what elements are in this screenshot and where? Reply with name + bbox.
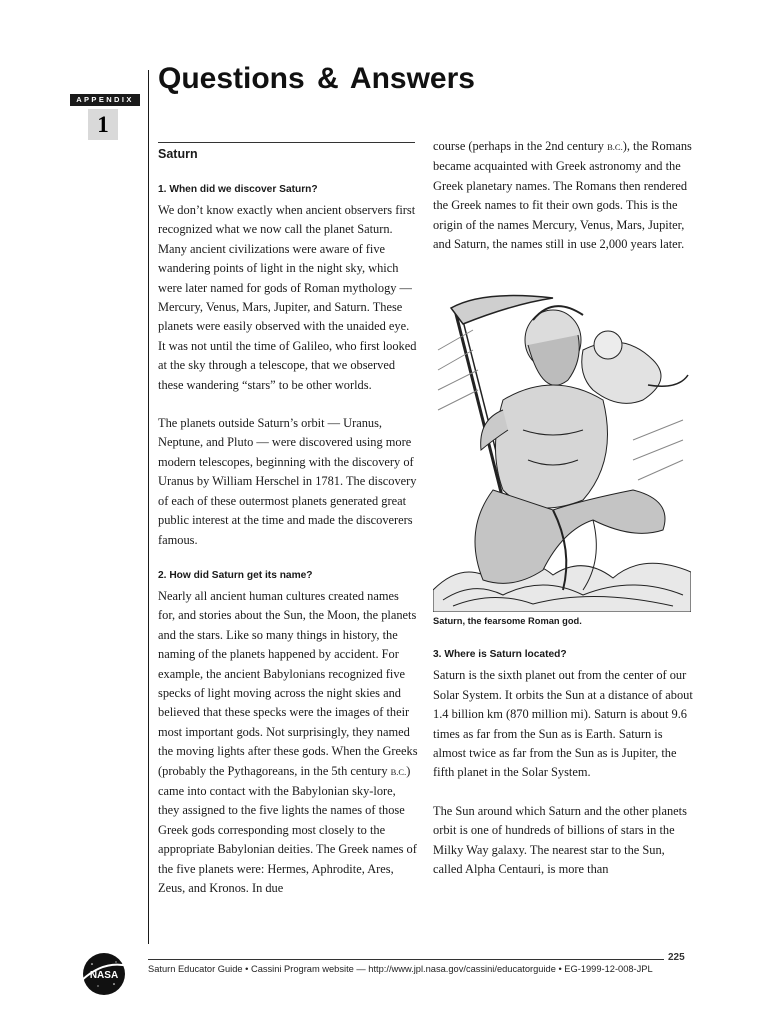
question-3-paragraph-2: The Sun around which Saturn and the other planets orbit is one of hundreds of billions of stars in the Milky Way galaxy. The nearest star to the Sun, called Alpha Centauri, is more than	[433, 803, 687, 877]
question-heading: 1. When did we discover Saturn?	[158, 184, 318, 195]
left-column	[158, 146, 418, 898]
section-heading: Saturn	[158, 147, 198, 161]
figure-caption: Saturn, the fearsome Roman god.	[433, 616, 582, 627]
body-paragraph: We don’t know exactly when ancient observers first recognized what we now call the planet Saturn. Many ancient civilizations were aware of five wandering points of light in the night sky, which were later named for gods of Roman mythology — Mercury, Venus, Mars, Jupiter, and Saturn. These planets were easily observed with the unaided eye. It was not until the time of Galileo, who first looked at the sky through a telescope, that we observed these wandering “stars” to be other worlds.	[158, 203, 417, 392]
body-paragraph: Nearly all ancient human cultures created names for, and stories about the Sun, the Moon, the planets and the stars. Like so many things in history, the naming of the planets happened by accident. For example, the ancient Babylonians recognized five specks of light moving across the night skies and believed that these specks were the images of their most important gods. Not surprisingly, they named the moving lights after these gods. When the Greeks (probably the Pythagoreans, in the 5th century B.C.) came into contact with the Babylonian sky-lore, they assigned to the five lights the names of those Greek gods corresponding most closely to the appropriate Babylonian deities. The Greek names of the five planets were: Hermes, Aphrodite, Ares, Zeus, and Kronos. In due	[158, 588, 418, 895]
left-column-body	[158, 181, 418, 898]
page-title: Questions & Answers	[158, 62, 475, 95]
question-heading: 2. How did Saturn get its name?	[158, 569, 313, 581]
question-3-paragraph-1: Saturn is the sixth planet out from the center of our Solar System. It orbits the Sun at a distance of about 1.4 billion km (870 million mi). Saturn is about 9.6 times as far from the Sun as is Earth. Saturn is almost twice as far from the Sun as is Jupiter, the fifth planet in the Solar System.	[433, 668, 693, 780]
section-rule	[158, 142, 415, 143]
nasa-logo-text: NASA	[89, 970, 119, 981]
nasa-logo-icon	[78, 950, 130, 998]
footer-rule	[148, 959, 664, 960]
appendix-number: 1	[88, 109, 118, 140]
right-column	[433, 137, 695, 880]
question-3-heading: 3. Where is Saturn located?	[433, 649, 567, 661]
margin-rule	[148, 70, 149, 944]
page-number: 225	[668, 952, 685, 963]
footer-text: Saturn Educator Guide • Cassini Program website — http://www.jpl.nasa.gov/cassini/educatorguide • EG-1999-12-008-JPL	[148, 964, 653, 974]
continuation-paragraph: course (perhaps in the 2nd century B.C.), the Romans became acquainted with Greek astronomy and the Greek planetary names. The Romans then rendered the Greek names to fit their own gods. This is the origin of the names Mercury, Venus, Mars, Jupiter, and Saturn, the names still in use 2,000 years later.	[433, 139, 692, 252]
body-paragraph: The planets outside Saturn’s orbit — Uranus, Neptune, and Pluto — were discovered using more modern telescopes, beginning with the discovery of Uranus by William Herschel in 1781. The discovery of each of these outermost planets generated great public interest at the time and made the discoverers famous.	[158, 416, 417, 547]
appendix-label: APPENDIX	[70, 94, 140, 106]
saturn-god-illustration	[433, 290, 691, 612]
saturn-engraving-figure	[433, 290, 691, 612]
